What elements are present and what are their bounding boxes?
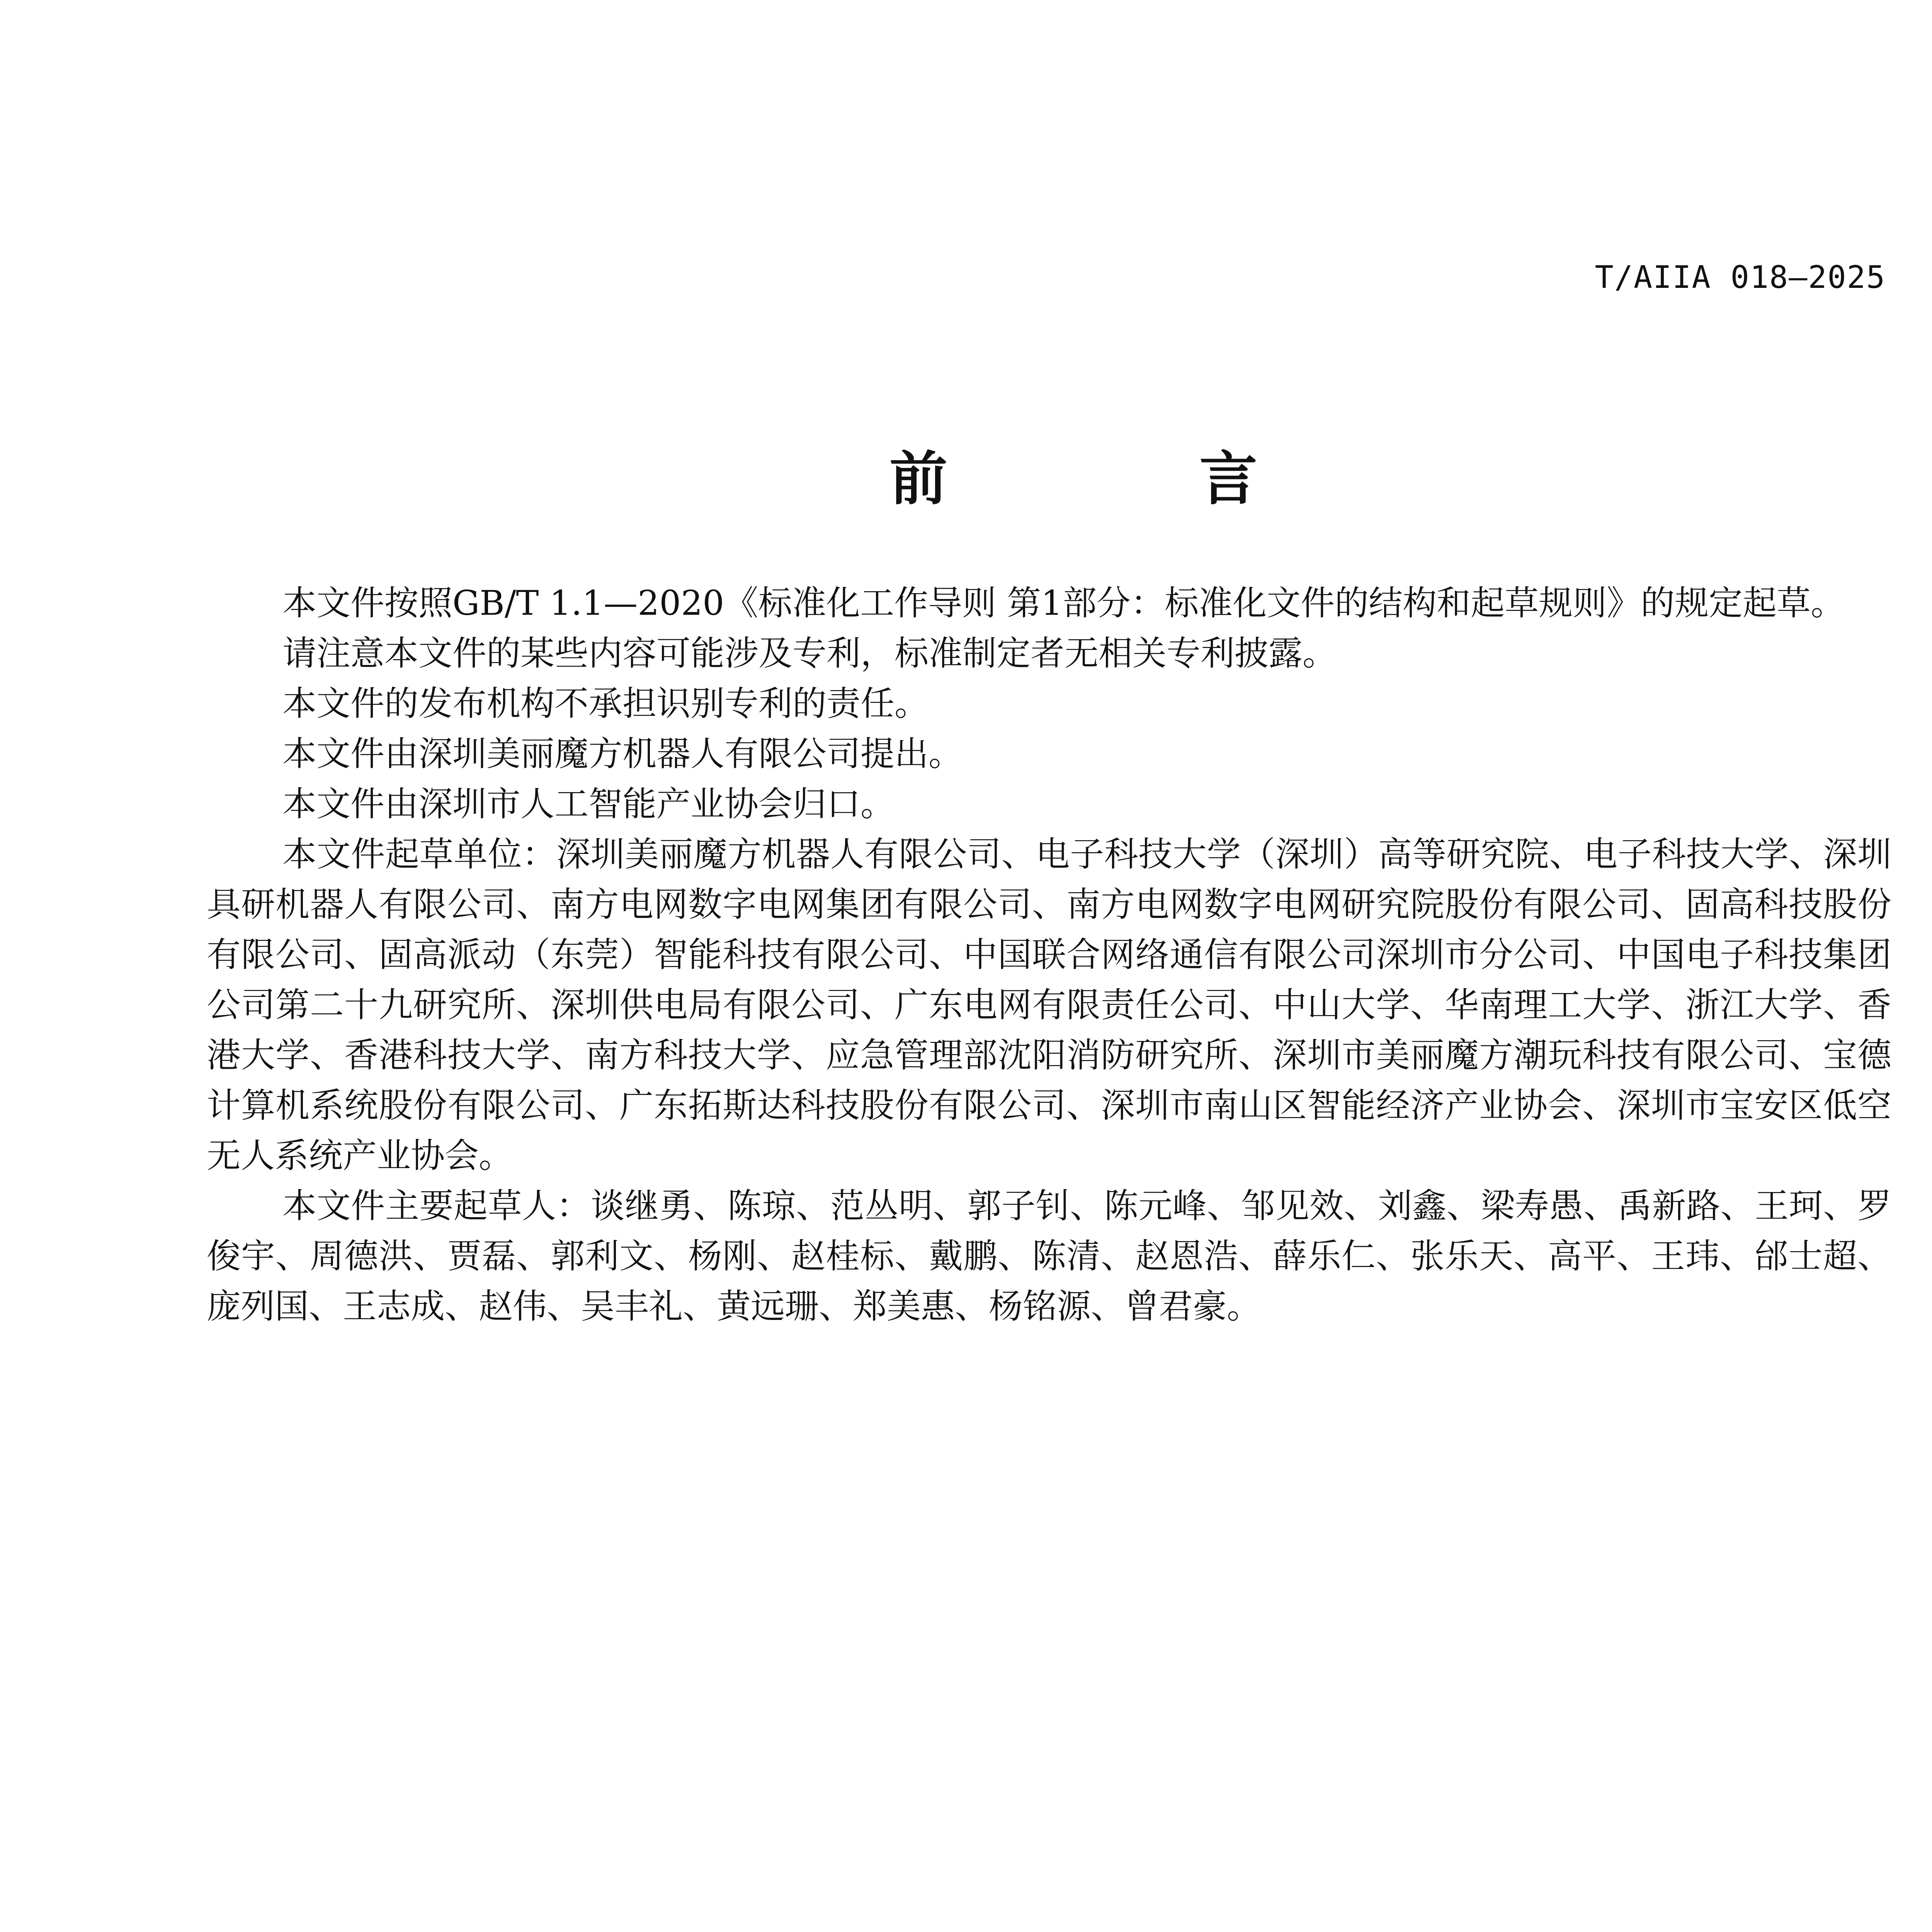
paragraph-patent-notice: 请注意本文件的某些内容可能涉及专利，标准制定者无相关专利披露。 xyxy=(282,633,1337,673)
paragraph-administrator: 本文件由深圳市人工智能产业协会归口。 xyxy=(282,784,895,824)
paragraph-patent-responsibility: 本文件的发布机构不承担识别专利的责任。 xyxy=(282,684,929,723)
page-title: 前 言 xyxy=(889,446,1374,513)
standard-code: T/AIIA 018—2025 xyxy=(1595,259,1886,295)
paragraph-proposer: 本文件由深圳美丽魔方机器人有限公司提出。 xyxy=(282,734,963,774)
paragraph-drafting-basis: 本文件按照GB/T 1.1—2020《标准化工作导则 第1部分：标准化文件的结构和起草规则》的规定起草。 xyxy=(282,583,1845,623)
paragraph-drafters: 本文件主要起草人：谈继勇、陈琼、范丛明、郭子钊、陈元峰、邹见效、刘鑫、梁寿愚、禹新路、王珂、罗俊宇、周德洪、贾磊、郭利文、杨刚、赵桂标、戴鹏、陈清、赵恩浩、薛乐仁、张乐天、高平、王玮、邰士超、庞列国、王志成、赵伟、吴丰礼、黄远珊、郑美惠、杨铭源、曾君豪。 xyxy=(207,1186,1891,1326)
foreword-body xyxy=(207,578,1891,1332)
paragraph-drafting-units: 本文件起草单位：深圳美丽魔方机器人有限公司、电子科技大学（深圳）高等研究院、电子科技大学、深圳具研机器人有限公司、南方电网数字电网集团有限公司、南方电网数字电网研究院股份有限公司、固高科技股份有限公司、固高派动（东莞）智能科技有限公司、中国联合网络通信有限公司深圳市分公司、中国电子科技集团公司第二十九研究所、深圳供电局有限公司、广东电网有限责任公司、中山大学、华南理工大学、浙江大学、香港大学、香港科技大学、南方科技大学、应急管理部沈阳消防研究所、深圳市美丽魔方潮玩科技有限公司、宝德计算机系统股份有限公司、广东拓斯达科技股份有限公司、深圳市南山区智能经济产业协会、深圳市宝安区低空无人系统产业协会。 xyxy=(207,834,1891,1175)
